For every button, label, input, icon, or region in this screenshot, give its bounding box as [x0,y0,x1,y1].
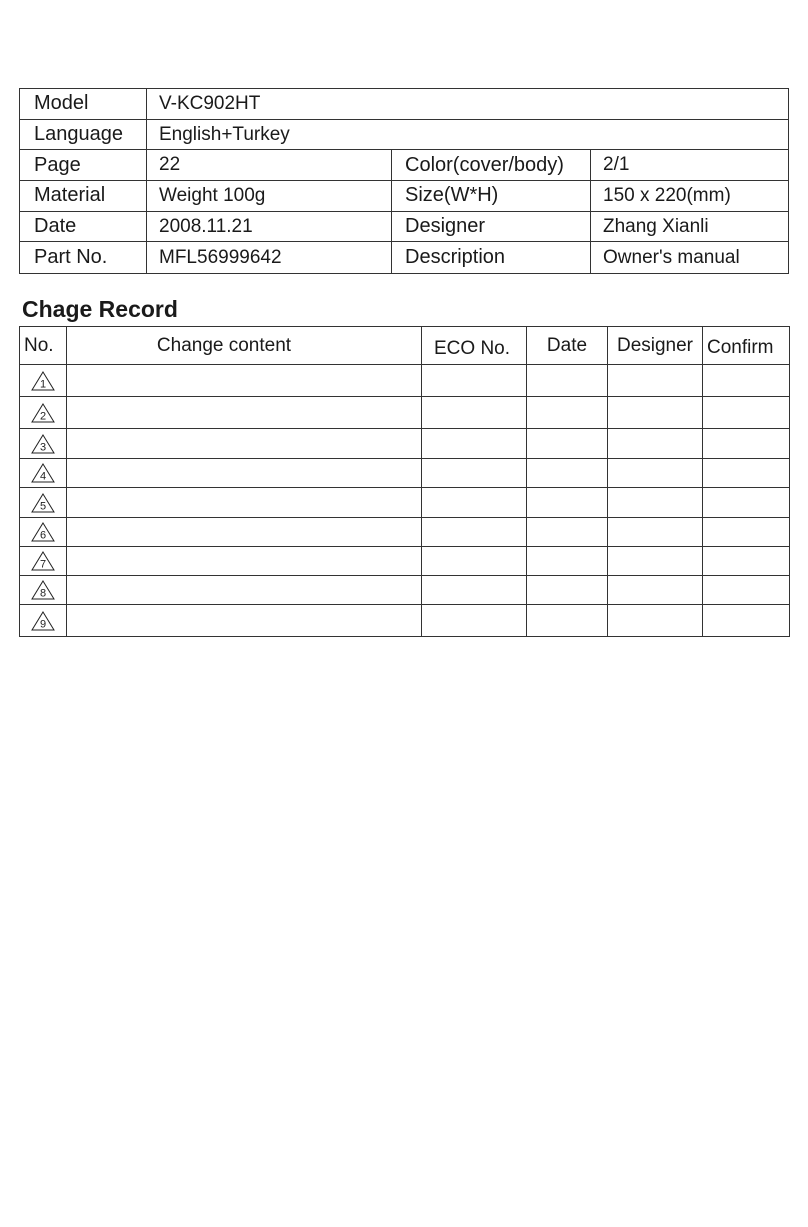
model-label: Model [20,89,147,119]
record-row [20,547,790,576]
revision-number-cell [20,576,67,605]
revision-triangle-icon [31,493,55,513]
record-cell [422,429,527,459]
record-cell [527,365,608,397]
record-row [20,605,790,637]
revision-number-cell [20,547,67,576]
revision-triangle-icon [31,463,55,483]
header-date: Date [527,327,608,365]
color-label: Color(cover/body) [391,150,591,180]
record-cell [703,365,790,397]
page-value: 22 [159,154,181,176]
designer-label: Designer [391,212,591,242]
designer-value: Zhang Xianli [603,215,709,237]
record-cell [608,518,703,547]
revision-triangle-icon [31,371,55,391]
record-cell [67,429,422,459]
record-cell [67,605,422,637]
record-cell [527,547,608,576]
record-cell [527,605,608,637]
record-cell [67,518,422,547]
record-cell [67,397,422,429]
revision-triangle-icon [31,522,55,542]
revision-number: 8 [39,587,47,600]
revision-number-cell [20,488,67,518]
record-cell [422,488,527,518]
record-row [20,365,790,397]
record-cell [608,365,703,397]
record-cell [422,518,527,547]
spec-row-part [20,242,788,273]
part-label: Part No. [20,242,147,273]
record-cell [608,397,703,429]
record-cell [67,576,422,605]
record-cell [67,365,422,397]
record-header-row [20,327,790,365]
record-row [20,488,790,518]
record-title: Chage Record [22,296,178,322]
record-cell [422,547,527,576]
record-cell [527,518,608,547]
revision-triangle-icon [31,580,55,600]
record-cell [608,429,703,459]
description-value: Owner's manual [603,246,740,268]
revision-triangle-icon [31,611,55,631]
record-cell [703,459,790,488]
revision-number-cell [20,397,67,429]
record-cell [703,429,790,459]
revision-number-cell [20,518,67,547]
record-cell [703,547,790,576]
header-confirm: Confirm [703,327,790,365]
record-cell [527,397,608,429]
revision-number-cell [20,365,67,397]
record-row [20,429,790,459]
record-row [20,518,790,547]
part-value: MFL56999642 [159,246,282,268]
record-cell [67,459,422,488]
record-cell [608,605,703,637]
material-value: Weight 100g [159,184,266,206]
record-cell [527,488,608,518]
header-no: No. [20,327,67,365]
revision-number: 4 [39,470,47,483]
color-value: 2/1 [603,154,630,176]
page-label: Page [20,150,147,180]
record-cell [422,397,527,429]
record-cell [608,576,703,605]
model-value: V-KC902HT [159,92,261,114]
record-cell [703,576,790,605]
spec-row-language [20,120,788,151]
spec-row-material [20,181,788,212]
record-cell [608,488,703,518]
record-cell [422,576,527,605]
language-value: English+Turkey [159,123,290,145]
record-cell [703,397,790,429]
header-eco-no: ECO No. [422,327,527,365]
revision-number: 2 [39,410,47,422]
record-cell [527,576,608,605]
size-label: Size(W*H) [391,181,591,211]
revision-number: 6 [39,529,47,542]
revision-triangle-icon [31,551,55,571]
record-row [20,397,790,429]
revision-number: 7 [39,558,47,571]
record-cell [703,605,790,637]
record-cell [608,459,703,488]
revision-number-cell [20,459,67,488]
record-cell [703,518,790,547]
size-value: 150 x 220(mm) [603,184,731,206]
spec-table [19,88,789,274]
record-cell [703,488,790,518]
record-cell [527,429,608,459]
revision-number: 9 [39,618,47,630]
material-label: Material [20,181,147,211]
header-designer: Designer [608,327,703,365]
record-cell [67,488,422,518]
date-value: 2008.11.21 [159,215,253,237]
revision-number: 5 [39,500,47,512]
spec-row-page [20,150,788,181]
revision-number: 3 [39,441,47,453]
date-label: Date [20,212,147,242]
spec-row-date [20,212,788,243]
description-label: Description [391,242,591,273]
revision-number-cell [20,429,67,459]
revision-triangle-icon [31,403,55,423]
revision-number: 1 [39,378,47,390]
record-cell [422,459,527,488]
record-cell [422,605,527,637]
language-label: Language [20,120,147,150]
record-row [20,576,790,605]
record-cell [527,459,608,488]
revision-number-cell [20,605,67,637]
change-record-table [19,326,790,637]
record-row [20,459,790,488]
record-cell [608,547,703,576]
record-cell [67,547,422,576]
revision-triangle-icon [31,434,55,454]
header-change-content: Change content [67,327,422,365]
spec-row-model [20,89,788,120]
record-cell [422,365,527,397]
